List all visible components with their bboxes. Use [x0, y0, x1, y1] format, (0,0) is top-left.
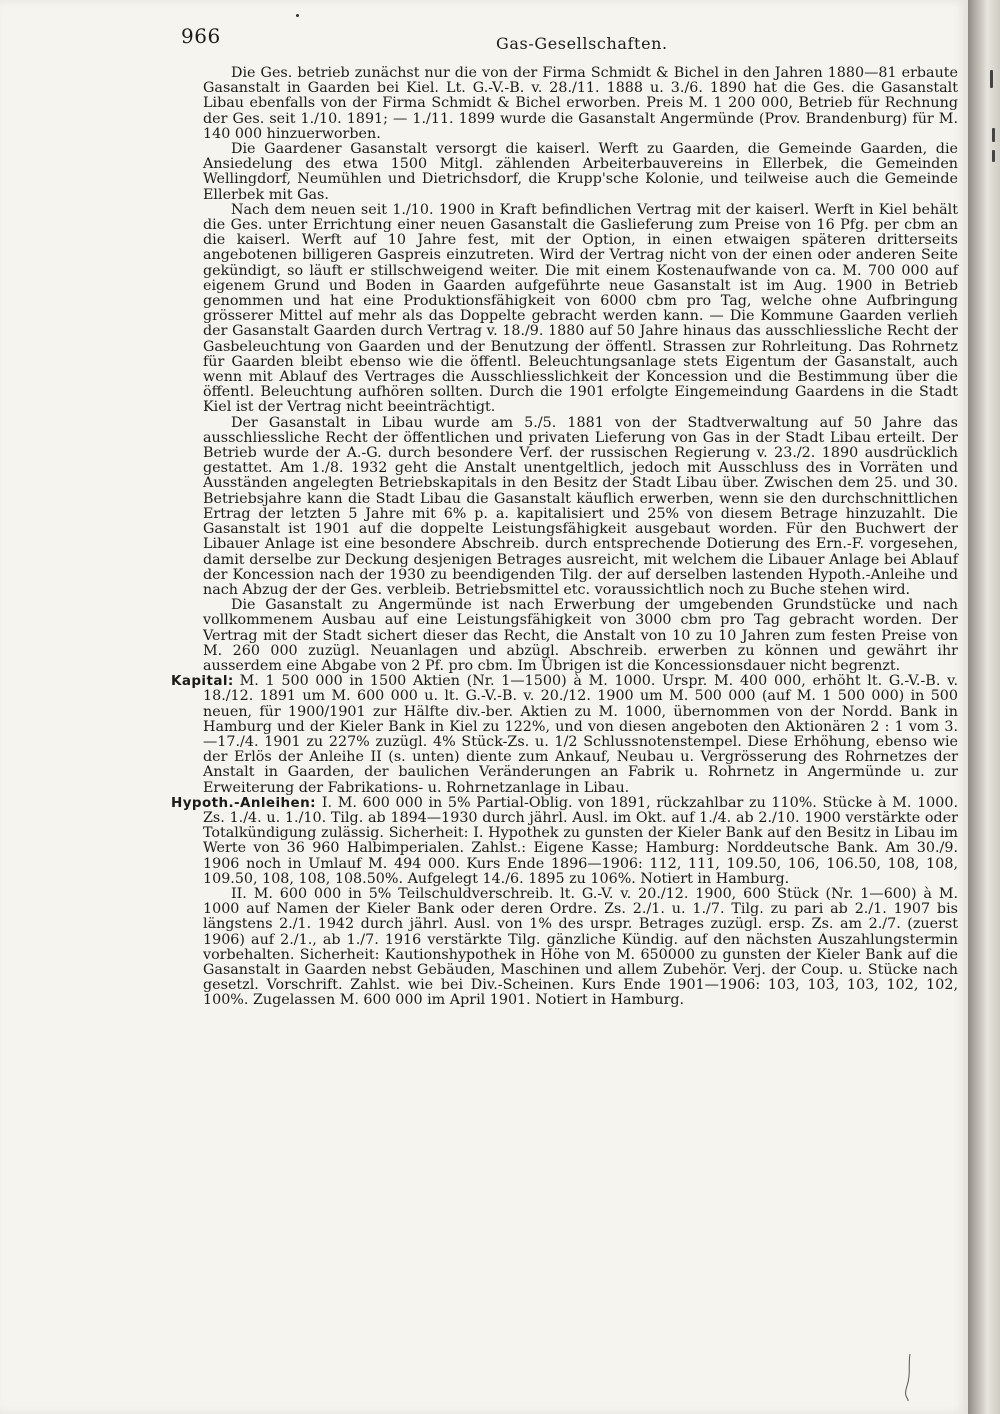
edge-glyph	[992, 150, 995, 162]
paragraph-history: Die Ges. betrieb zunächst nur die von der Firma Schmidt & Bichel in den Jahren 1880—81 erbaute Gasanstalt in Gaarden bei Kiel. Lt. G.-V.-B. v. 28./11. 1888 u. 3./6. 1890 hat die Ges. die Gasanstalt Libau ebenfalls von der Firma Schmidt & Bichel erworben. Preis M. 1 200 000, Betrieb für Rechnung der Ges. seit 1./10. 1891; — 1./11. 1899 wurde die Gasanstalt Angermünde (Prov. Brandenburg) für M. 140 000 hinzuerworben.	[203, 65, 958, 142]
edge-glyph	[990, 70, 993, 88]
paper-scratch-mark	[902, 1352, 916, 1402]
kapital-text: M. 1 500 000 in 1500 Aktien (Nr. 1—1500) à M. 1000. Urspr. M. 400 000, erhöht lt. G.-V.-B. v. 18./12. 1891 um M. 600 000 u. lt. G.-V.-B. v. 20./12. 1900 um M. 500 000 (auf M. 1 500 000) in 500 neuen, für 1900/1901 zur Hälfte div.-ber. Aktien zu M. 1000, übernommen von der Nordd. Bank in Hamburg und der Kieler Bank in Kiel zu 122%, und von diesen angeboten den Aktionären 2 : 1 vom 3.—17./4. 1901 zu 227% zuzügl. 4% Stück-Zs. u. 1/2 Schlussnotenstempel. Diese Erhöhung, ebenso wie der Erlös der Anleihe II (s. unten) diente zum Ankauf, Neubau u. Vergrösserung des Rohrnetzes der Anstalt in Gaarden, der baulichen Veränderungen an Fabrik u. Rohrnetz in Angermünde u. zur Erweiterung der Fabrikations- u. Rohrnetzanlage in Libau.	[203, 673, 958, 796]
hypoth-text-1: I. M. 600 000 in 5% Partial-Oblig. von 1891, rückzahlbar zu 110%. Stücke à M. 1000. Zs. 1./4. u. 1./10. Tilg. ab 1894—1930 durch jährl. Ausl. im Okt. auf 1./4. ab 2./10. 1900 verstärkte oder Totalkündigung zulässig. Sicherheit: I. Hypothek zu gunsten der Kieler Bank auf den Besitz in Libau im Werte von 36 960 Halbimperialen. Zahlst.: Eigene Kasse; Hamburg: Norddeutsche Bank. Am 30./9. 1906 noch in Umlauf M. 494 000. Kurs Ende 1896—1906: 112, 111, 109.50, 106, 106.50, 108, 108, 109.50, 108, 108, 108.50%. Aufgelegt 14./6. 1895 zu 106%. Notiert in Hamburg.	[203, 794, 958, 887]
paragraph-werft-contract: Nach dem neuen seit 1./10. 1900 in Kraft befindlichen Vertrag mit der kaiserl. Werft in Kiel behält die Ges. unter Errichtung einer neuen Gasanstalt die Gaslieferung zum Preise von 16 Pfg. per cbm an die kaiserl. Werft auf 10 Jahre fest, mit der Option, in einen etwaigen späteren dritterseits angebotenen billigeren Gaspreis einzutreten. Wird der Vertrag nicht von der einen oder anderen Seite gekündigt, so läuft er stillschweigend weiter. Die mit einem Kostenaufwande von ca. M. 700 000 auf eigenem Grund und Boden in Gaarden aufgeführte neue Gasanstalt ist im Aug. 1900 in Betrieb genommen und hat eine Produktionsfähigkeit von 6000 cbm pro Tag, welche ohne Aufbringung grösserer Mittel auf mehr als das Doppelte gebracht werden kann. — Die Kommune Gaarden verlieh der Gasanstalt Gaarden durch Vertrag v. 18./9. 1880 auf 50 Jahre hinaus das ausschliessliche Recht der Gasbeleuchtung von Gaarden und der Benutzung der öffentl. Strassen zur Rohrleitung. Das Rohrnetz für Gaarden bleibt ebenso wie die öffentl. Beleuchtungsanlage stets Eigentum der Gasanstalt, auch wenn mit Ablauf des Vertrages die Ausschliesslichkeit der Koncession und die Bestimmung über die öffentl. Beleuchtung aufhören sollten. Durch die 1901 erfolgte Eingemeindung Gaardens in die Stadt Kiel ist der Vertrag nicht beeinträchtigt.	[203, 201, 958, 416]
section-label-hypoth: Hypoth.-Anleihen:	[171, 794, 316, 811]
paragraph-angermuende: Die Gasanstalt zu Angermünde ist nach Erwerbung der umgebenden Grundstücke und nach vollkommenem Ausbau auf eine Leistungsfähigkeit von 3000 cbm pro Tag gebracht worden. Der Vertrag mit der Stadt sichert dieser das Recht, die Anstalt von 10 zu 10 Jahren zum festen Preise von M. 260 000 zuzügl. Neuanlagen und abzügl. Abschreib. erwerben zu können und gewährt ihr ausserdem eine Abgabe von 2 Pf. pro cbm. Im Übrigen ist die Koncessionsdauer nicht begrenzt.	[203, 597, 958, 674]
section-hypoth-anleihen	[171, 794, 958, 887]
body-text	[171, 65, 958, 1009]
hypoth-text-2: II. M. 600 000 in 5% Teilschuldverschreib. lt. G.-V. v. 20./12. 1900, 600 Stück (Nr. 1—600) à M. 1000 auf Namen der Kieler Bank oder deren Ordre. Zs. 2./1. u. 1./7. Tilg. zu pari ab 2./1. 1907 bis längstens 2./1. 1942 durch jährl. Ausl. von 1% des urspr. Betrages zuzügl. ersp. Zs. am 2./7. (zuerst 1906) auf 2./1., ab 1./7. 1916 verstärkte Tilg. gänzliche Kündig. auf den nächsten Auszahlungstermin vorbehalten. Sicherheit: Kautionshypothek in Höhe von M. 650000 zu gunsten der Kieler Bank auf die Gasanstalt in Gaarden nebst Gebäuden, Maschinen und allem Zubehör. Verj. der Coup. u. Stücke nach gesetzl. Vorschrift. Zahlst. wie bei Div.-Scheinen. Kurs Ende 1901—1906: 103, 103, 103, 102, 102, 100%. Zugelassen M. 600 000 im April 1901. Notiert in Hamburg.	[203, 885, 958, 1009]
print-speck	[296, 14, 299, 17]
paragraph-supply: Die Gaardener Gasanstalt versorgt die kaiserl. Werft zu Gaarden, die Gemeinde Gaarden, die Ansiedelung des etwa 1500 Mitgl. zählenden Arbeiterbauvereins in Ellerbek, die Gemeinden Wellingdorf, Neumühlen und Dietrichsdorf, die Krupp'sche Kolonie, und teilweise auch die Gemeinde Ellerbek mit Gas.	[203, 141, 958, 203]
edge-glyph	[992, 128, 995, 142]
adjacent-page-edge	[968, 0, 1000, 1414]
running-head: Gas-Gesellschaften.	[496, 34, 668, 53]
section-label-kapital: Kapital:	[171, 673, 234, 690]
paragraph-libau: Der Gasanstalt in Libau wurde am 5./5. 1881 von der Stadtverwaltung auf 50 Jahre das ausschliessliche Recht der öffentlichen und privaten Lieferung von Gas in der Stadt Libau erteilt. Der Betrieb wurde der A.-G. durch besondere Verf. der russischen Regierung v. 23./2. 1890 ausdrücklich gestattet. Am 1./8. 1932 geht die Anstalt unentgeltlich, jedoch mit Ausschluss des in Vorräten und Ausständen angelegten Betriebskapitals in den Besitz der Stadt Libau über. Zwischen dem 25. und 30. Betriebsjahre kann die Stadt Libau die Gasanstalt käuflich erwerben, wenn sie den durchschnittlichen Ertrag der letzten 5 Jahre mit 6% p. a. kapitalisiert und 25% von diesem Betrage hinzuzahlt. Die Gasanstalt ist 1901 auf die doppelte Leistungsfähigkeit ausgebaut worden. Für den Buchwert der Libauer Anlage ist eine besondere Abschreib. durch entsprechende Dotierung des Ern.-F. vorgesehen, damit derselbe zur Deckung desjenigen Betrages ausreicht, mit welchem die Libauer Anlage bei Ablauf der Koncession nach der 1930 zu beendigenden Tilg. der auf derselben lastenden Hypoth.-Anleihe und nach Abzug der der Ges. verbleib. Betriebsmittel etc. voraussichtlich noch zu Buche stehen wird.	[203, 414, 958, 598]
section-kapital	[171, 673, 958, 796]
page-number: 966	[181, 24, 221, 48]
